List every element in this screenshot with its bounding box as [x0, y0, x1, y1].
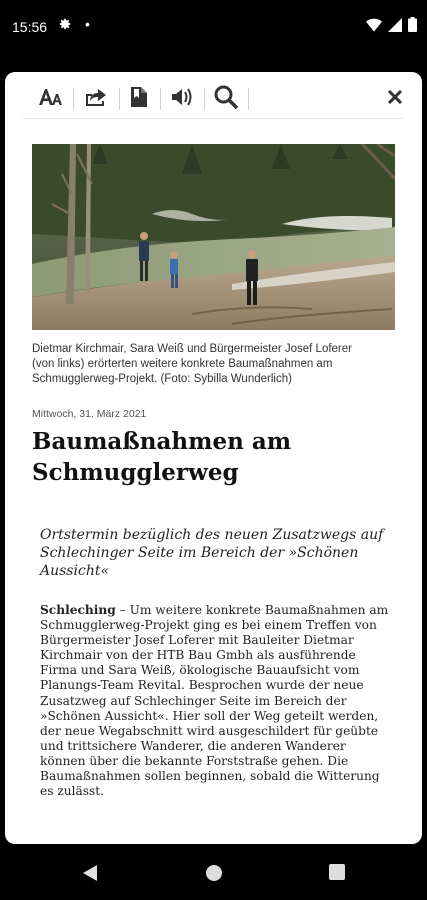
back-icon[interactable]	[82, 864, 98, 887]
font-size-icon[interactable]	[38, 84, 64, 110]
wifi-icon	[366, 18, 382, 35]
toolbar-divider	[248, 88, 249, 110]
reader-toolbar	[5, 72, 422, 118]
cell-signal-icon	[388, 18, 402, 35]
recents-icon[interactable]	[329, 864, 345, 885]
close-icon[interactable]	[385, 84, 405, 110]
bookmark-icon[interactable]	[129, 84, 149, 110]
battery-icon	[408, 17, 417, 35]
search-icon[interactable]	[212, 84, 240, 110]
navigation-bar	[0, 850, 427, 900]
status-bar	[0, 0, 427, 55]
status-time: 15:56	[12, 19, 48, 35]
home-icon[interactable]	[205, 864, 223, 887]
article-date: Mittwoch, 31. März 2021	[32, 408, 147, 420]
article-body-text: – Um weitere konkrete Baumaßnahmen am Schmugglerweg-Projekt ging es bei einem Treffen von Bürgermeister Josef Loferer mit Bauleiter Dietmar Kirchmair von der HTB Bau Gmbh als ausführende Firma und Sara Weiß, ökologische Bauaufsicht vom Planungs-Team Revital. Besprochen wurde der neue Zusatzweg auf Schlechinger Seite im Bereich der »Schönen Aussicht«. Hier soll der Weg geteilt werden, der neue Wegabschnitt wird ausgeschildert für geübte und trittsichere Wanderer, die anderen Wanderer können über die bekannte Forststraße gehen. Die Baumaßnahmen sollen beginnen, sobald die Witterung es zulässt.	[40, 603, 389, 799]
article-subtitle: Ortstermin bezüglich des neuen Zusatzwegs auf Schlechinger Seite im Bereich der »Schönen Aussicht«	[40, 527, 384, 579]
toolbar-divider	[160, 88, 161, 110]
speaker-icon[interactable]	[170, 84, 194, 110]
photo-caption: Dietmar Kirchmair, Sara Weiß und Bürgermeister Josef Loferer (von links) erörterten weitere konkrete Baumaßnahmen am Schmugglerweg-Projekt. (Foto: Sybilla Wunderlich)	[32, 343, 352, 385]
toolbar-divider	[73, 88, 74, 110]
article-photo	[32, 144, 395, 330]
article-reader-card	[5, 72, 422, 844]
settings-gear-icon	[58, 17, 72, 34]
notification-dot-icon: •	[85, 16, 90, 32]
article-location: Schleching	[40, 603, 116, 617]
toolbar-divider-line	[23, 118, 403, 119]
toolbar-divider	[119, 88, 120, 110]
article-headline: Baumaßnahmen am Schmugglerweg	[32, 428, 292, 486]
toolbar-divider	[204, 88, 205, 110]
share-icon[interactable]	[83, 84, 109, 110]
article-body	[40, 603, 390, 799]
